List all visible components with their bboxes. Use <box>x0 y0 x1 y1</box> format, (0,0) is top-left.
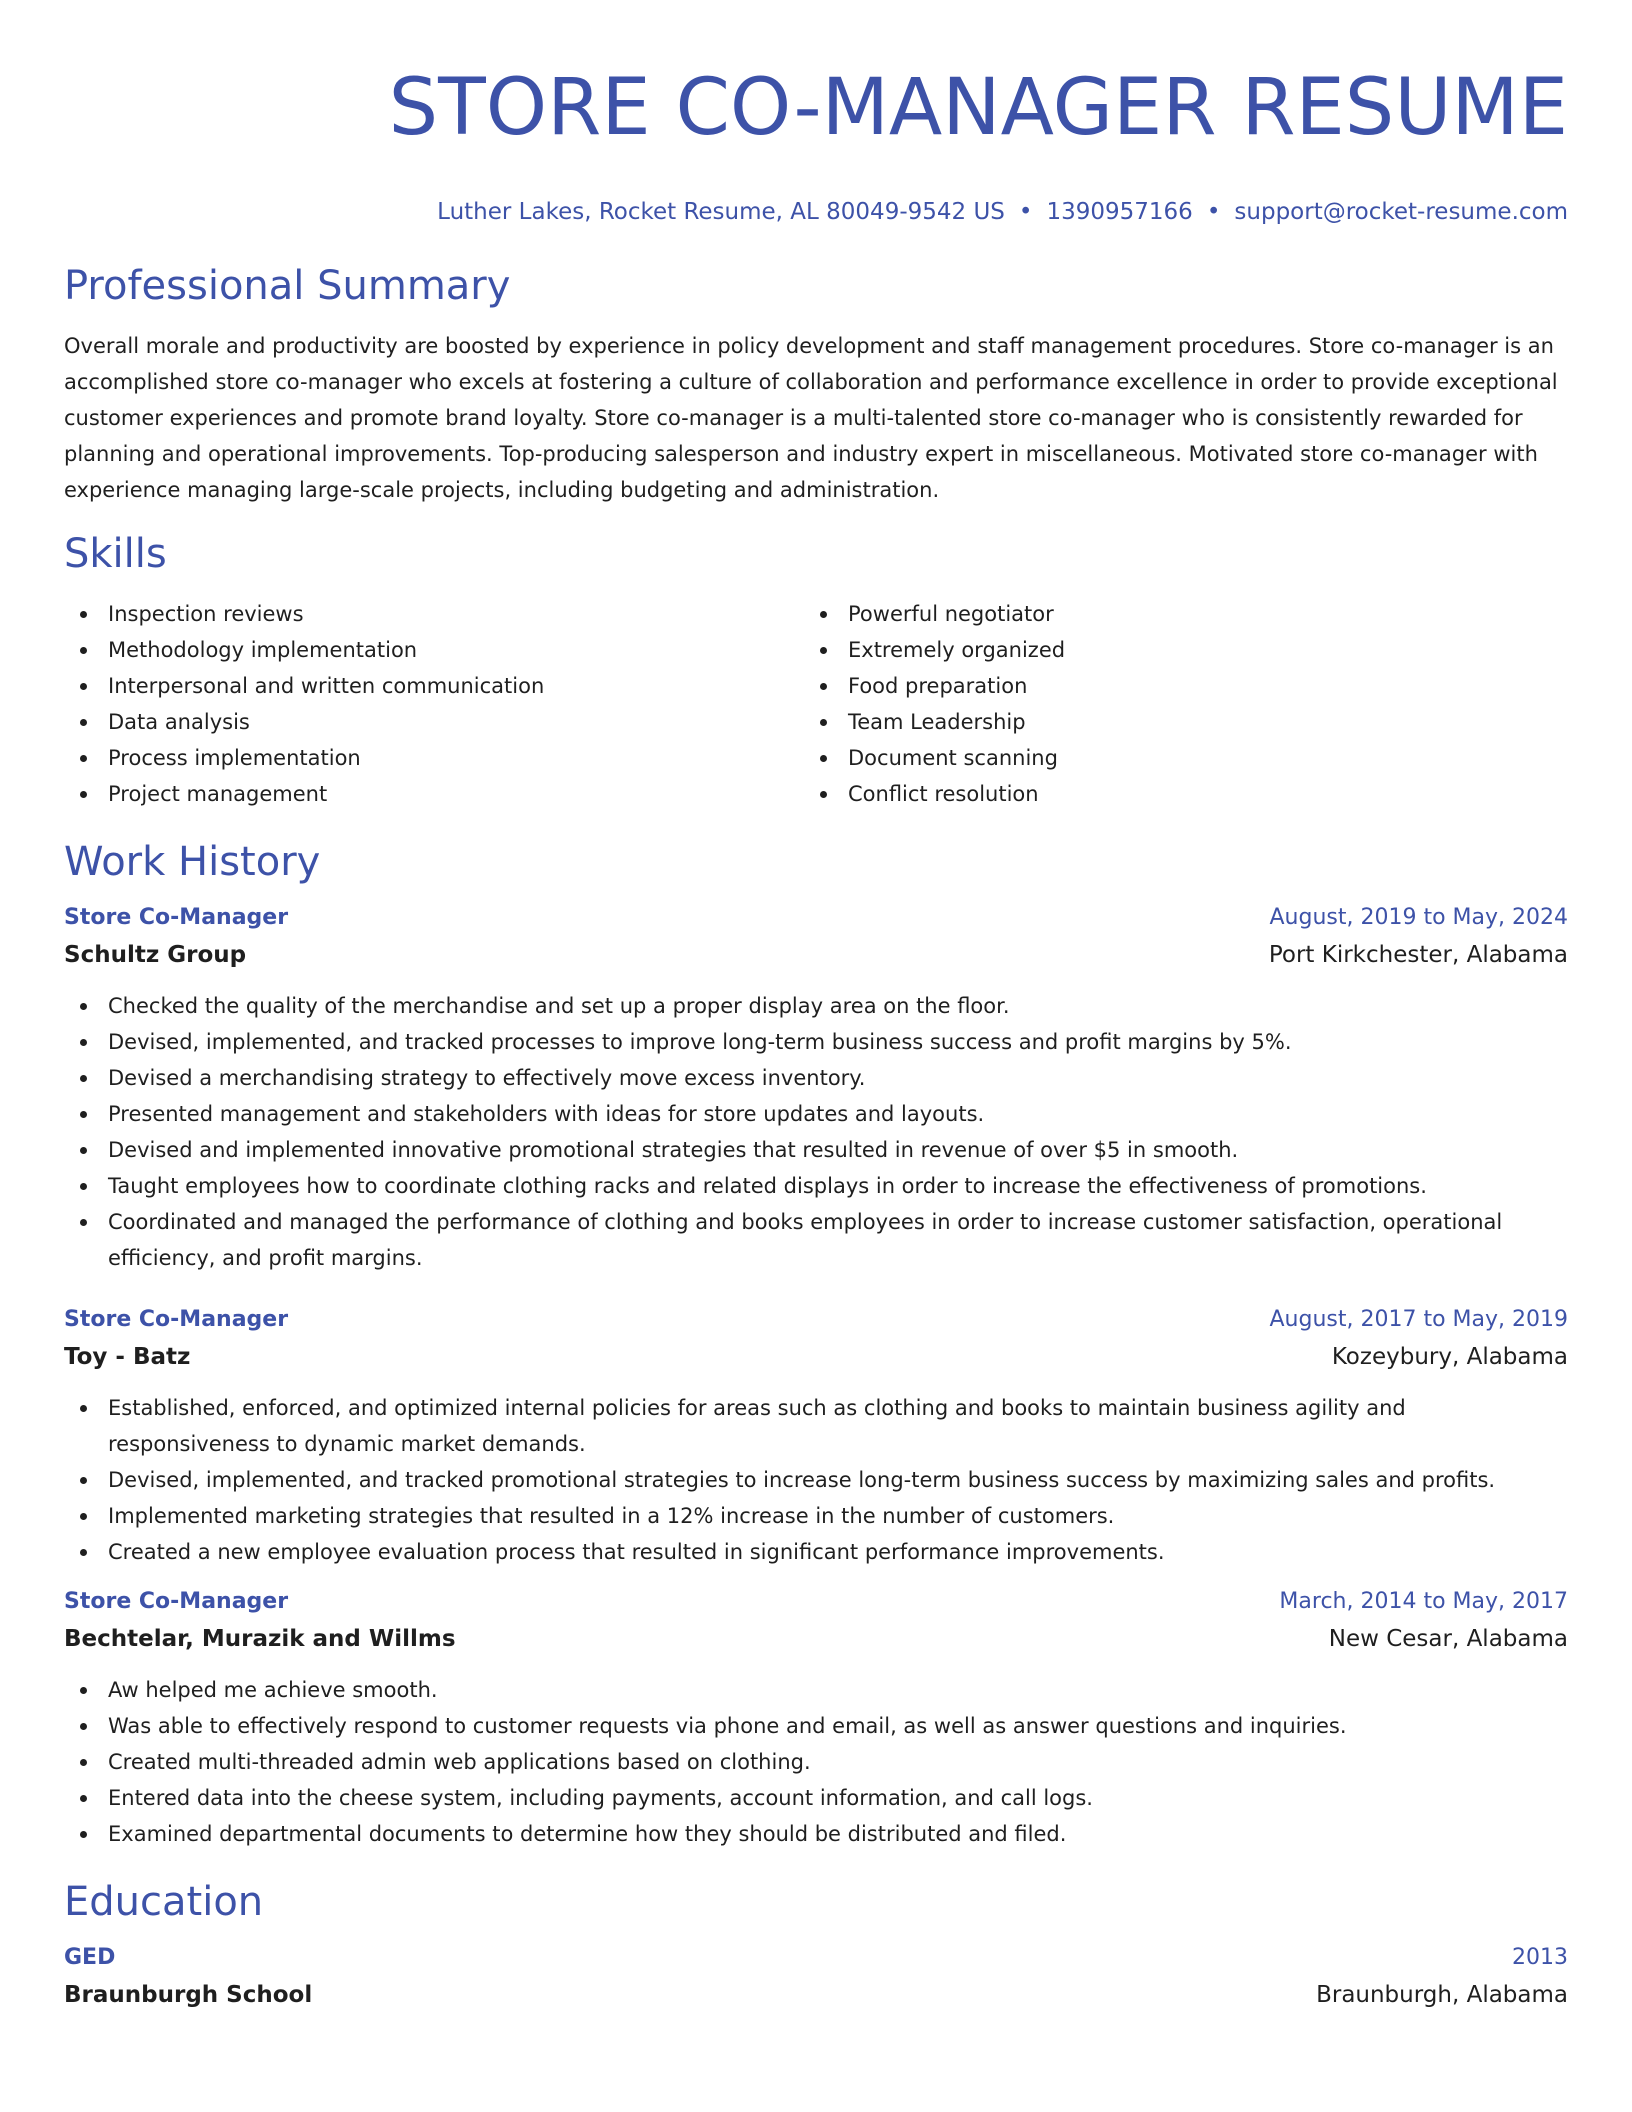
education-header-row <box>64 1940 1568 1976</box>
education-section <box>64 1874 1568 2014</box>
summary-heading: Professional Summary <box>64 263 511 309</box>
resume-page <box>64 40 1568 2014</box>
work-heading: Work History <box>64 839 321 885</box>
contact-separator: • <box>1206 199 1221 225</box>
job-entry <box>64 1584 1568 1852</box>
job-header-row <box>64 1584 1568 1620</box>
work-section <box>64 834 1568 1852</box>
job-dates: August, 2017 to May, 2019 <box>1269 1307 1568 1332</box>
job-bullet: Created a new employee evaluation process that resulted in significant performance improvements. <box>64 1534 1568 1570</box>
job-company-row <box>64 1620 1568 1658</box>
job-bullet: Aw helped me achieve smooth. <box>64 1672 1568 1708</box>
education-degree: GED <box>64 1945 116 1970</box>
job-dates: August, 2019 to May, 2024 <box>1269 905 1568 930</box>
education-year: 2013 <box>1512 1945 1568 1970</box>
skills-right-list <box>804 596 1544 812</box>
education-school: Braunburgh School <box>64 1982 313 2008</box>
job-bullets <box>64 988 1568 1276</box>
job-bullet: Devised, implemented, and tracked processes to improve long-term business success and profit margins by 5%. <box>64 1024 1568 1060</box>
job-company-row <box>64 936 1568 974</box>
job-header-row <box>64 1302 1568 1338</box>
skills-columns <box>64 596 1568 812</box>
education-heading: Education <box>64 1879 264 1925</box>
skill-item: Food preparation <box>804 668 1544 704</box>
job-bullet: Coordinated and managed the performance of clothing and books employees in order to increase customer satisfaction, operational efficiency, and profit margins. <box>64 1204 1568 1276</box>
job-role: Store Co-Manager <box>64 1307 289 1332</box>
job-bullet: Entered data into the cheese system, including payments, account information, and call logs. <box>64 1780 1568 1816</box>
skill-item: Methodology implementation <box>64 632 804 668</box>
skills-left-list <box>64 596 804 812</box>
job-bullets <box>64 1672 1568 1852</box>
job-header-row <box>64 900 1568 936</box>
skill-item: Data analysis <box>64 704 804 740</box>
skill-item: Project management <box>64 776 804 812</box>
job-company: Schultz Group <box>64 942 247 968</box>
job-bullet: Was able to effectively respond to customer requests via phone and email, as well as answer questions and inquiries. <box>64 1708 1568 1744</box>
job-bullet: Taught employees how to coordinate clothing racks and related displays in order to increase the effectiveness of promotions. <box>64 1168 1568 1204</box>
job-company-row <box>64 1338 1568 1376</box>
contact-separator: • <box>1018 199 1033 225</box>
education-location: Braunburgh, Alabama <box>1316 1982 1568 2008</box>
job-dates: March, 2014 to May, 2017 <box>1279 1589 1568 1614</box>
job-bullets <box>64 1390 1568 1570</box>
skill-item: Team Leadership <box>804 704 1544 740</box>
job-company: Toy - Batz <box>64 1344 191 1370</box>
resume-title: STORE CO-MANAGER RESUME <box>388 63 1568 153</box>
skill-item: Powerful negotiator <box>804 596 1544 632</box>
job-location: Port Kirkchester, Alabama <box>1268 942 1568 968</box>
skill-item: Interpersonal and written communication <box>64 668 804 704</box>
skill-item: Process implementation <box>64 740 804 776</box>
skills-section <box>64 526 1568 812</box>
job-role: Store Co-Manager <box>64 1589 289 1614</box>
job-location: Kozeybury, Alabama <box>1331 1344 1568 1370</box>
skills-heading: Skills <box>64 531 167 577</box>
job-company: Bechtelar, Murazik and Willms <box>64 1626 456 1652</box>
job-bullet: Examined departmental documents to determine how they should be distributed and filed. <box>64 1816 1568 1852</box>
job-bullet: Established, enforced, and optimized internal policies for areas such as clothing and books to maintain business agility and responsiveness to dynamic market demands. <box>64 1390 1568 1462</box>
job-entry <box>64 900 1568 1276</box>
job-bullet: Devised a merchandising strategy to effectively move excess inventory. <box>64 1060 1568 1096</box>
job-bullet: Presented management and stakeholders with ideas for store updates and layouts. <box>64 1096 1568 1132</box>
summary-text: Overall morale and productivity are boosted by experience in policy development and staff management procedures. Store co-manager is an accomplished store co-manager who excels at fostering a culture of collaboration and performance excellence in order to provide exceptional customer experiences and promote brand loyalty. Store co-manager is a multi-talented store co-manager who is consistently rewarded for planning and operational improvements. Top-producing salesperson and industry expert in miscellaneous. Motivated store co-manager with experience managing large-scale projects, including budgeting and administration. <box>64 334 1558 502</box>
job-bullet: Implemented marketing strategies that resulted in a 12% increase in the number of customers. <box>64 1498 1568 1534</box>
skill-item: Extremely organized <box>804 632 1544 668</box>
job-entry <box>64 1302 1568 1570</box>
contact-address: Luther Lakes, Rocket Resume, AL 80049-9542 US <box>437 199 1005 225</box>
skill-item: Conflict resolution <box>804 776 1544 812</box>
education-school-row <box>64 1976 1568 2014</box>
job-location: New Cesar, Alabama <box>1328 1626 1568 1652</box>
summary-section <box>64 258 1568 508</box>
job-bullet: Created multi-threaded admin web applications based on clothing. <box>64 1744 1568 1780</box>
contact-email[interactable]: support@rocket-resume.com <box>1234 199 1568 225</box>
job-bullet: Checked the quality of the merchandise and set up a proper display area on the floor. <box>64 988 1568 1024</box>
skill-item: Inspection reviews <box>64 596 804 632</box>
job-bullet: Devised, implemented, and tracked promotional strategies to increase long-term business success by maximizing sales and profits. <box>64 1462 1568 1498</box>
contact-line <box>64 196 1568 228</box>
job-role: Store Co-Manager <box>64 905 289 930</box>
job-bullet: Devised and implemented innovative promotional strategies that resulted in revenue of over $5 in smooth. <box>64 1132 1568 1168</box>
skill-item: Document scanning <box>804 740 1544 776</box>
contact-phone: 1390957166 <box>1046 199 1193 225</box>
